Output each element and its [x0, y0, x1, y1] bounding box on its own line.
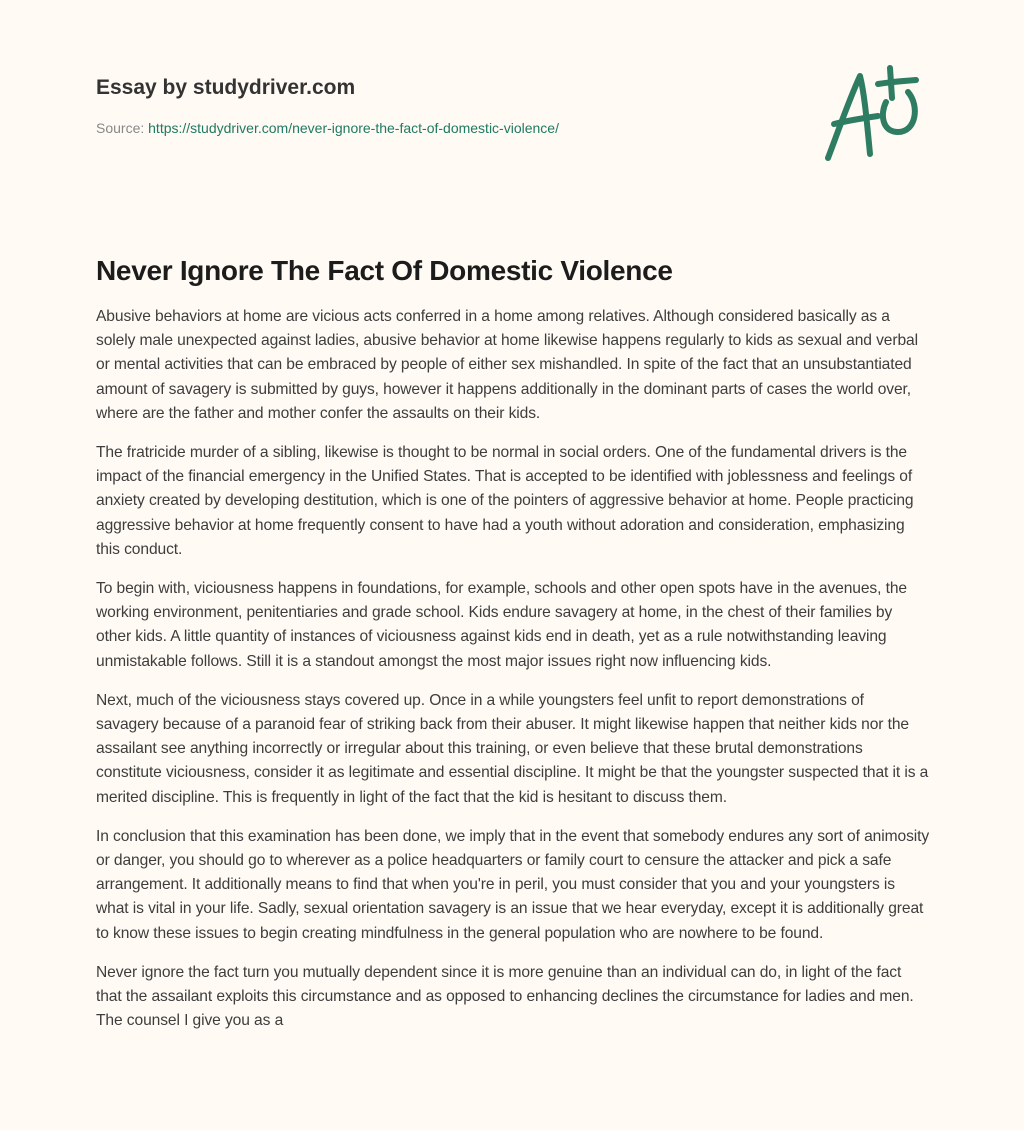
essay-title: Never Ignore The Fact Of Domestic Violence	[96, 255, 673, 286]
source-link[interactable]: https://studydriver.com/never-ignore-the-fact-of-domestic-violence/	[148, 120, 559, 136]
essay-paragraph: To begin with, viciousness happens in foundations, for example, schools and other open spots have in the avenues, the working environment, penitentiaries and grade school. Kids endure savagery at home, in the chest of their families by other kids. A little quantity of instances of viciousness against kids end in death, yet as a rule notwithstanding leaving unmistakable follows. Still it is a standout amongst the most major issues right now influencing kids.	[96, 580, 907, 670]
a-plus-logo-icon	[820, 62, 930, 167]
source-line	[96, 120, 928, 136]
essay-paragraph: Never ignore the fact turn you mutually dependent since it is more genuine than an individual can do, in light of the fact that the assailant exploits this circumstance and as opposed to enhancing declines the circumstance for ladies and men. The counsel I give you as a	[96, 963, 914, 1030]
essay-paragraph: Abusive behaviors at home are vicious acts conferred in a home among relatives. Although considered basically as a solely male unexpected against ladies, abusive behavior at home likewise happens regularly to kids as sexual and verbal or mental activities that can be embraced by people of either sex mishandled. In spite of the fact that an unsubstantiated amount of savagery is submitted by guys, however it happens additionally in the dominant parts of cases the world over, where are the father and mother confer the assaults on their kids.	[96, 308, 918, 422]
site-brand: Essay by studydriver.com	[96, 76, 356, 99]
essay-paragraph: Next, much of the viciousness stays covered up. Once in a while youngsters feel unfit to report demonstrations of savagery because of a paranoid fear of striking back from their abuser. It might likewise happen that neither kids nor the assailant see anything incorrectly or irregular about this training, or even believe that these brutal demonstrations constitute viciousness, consider it as legitimate and essential discipline. It might be that the youngster suspected that it is a merited discipline. This is frequently in light of the fact that the kid is hesitant to discuss them.	[96, 691, 929, 806]
page-header	[96, 76, 928, 136]
essay-paragraph: The fratricide murder of a sibling, likewise is thought to be normal in social orders. One of the fundamental drivers is the impact of the financial emergency in the Unified States. That is accepted to be identified with joblessness and feelings of anxiety created by developing destitution, which is one of the pointers of aggressive behavior at home. People practicing aggressive behavior at home frequently consent to have had a youth without adoration and consideration, emphasizing this conduct.	[96, 444, 914, 558]
source-label: Source:	[96, 120, 145, 136]
essay-content	[96, 255, 930, 1048]
essay-paragraph: In conclusion that this examination has been done, we imply that in the event that somebody endures any sort of animosity or danger, you should go to wherever as a police headquarters or family court to censure the attacker and pick a safe arrangement. It additionally means to find that when you're in peril, you must consider that you and your youngsters is what is vital in your life. Sadly, sexual orientation savagery is an issue that we hear everyday, except it is additionally great to know these issues to begin creating mindfulness in the general population who are nowhere to be found.	[96, 827, 930, 942]
